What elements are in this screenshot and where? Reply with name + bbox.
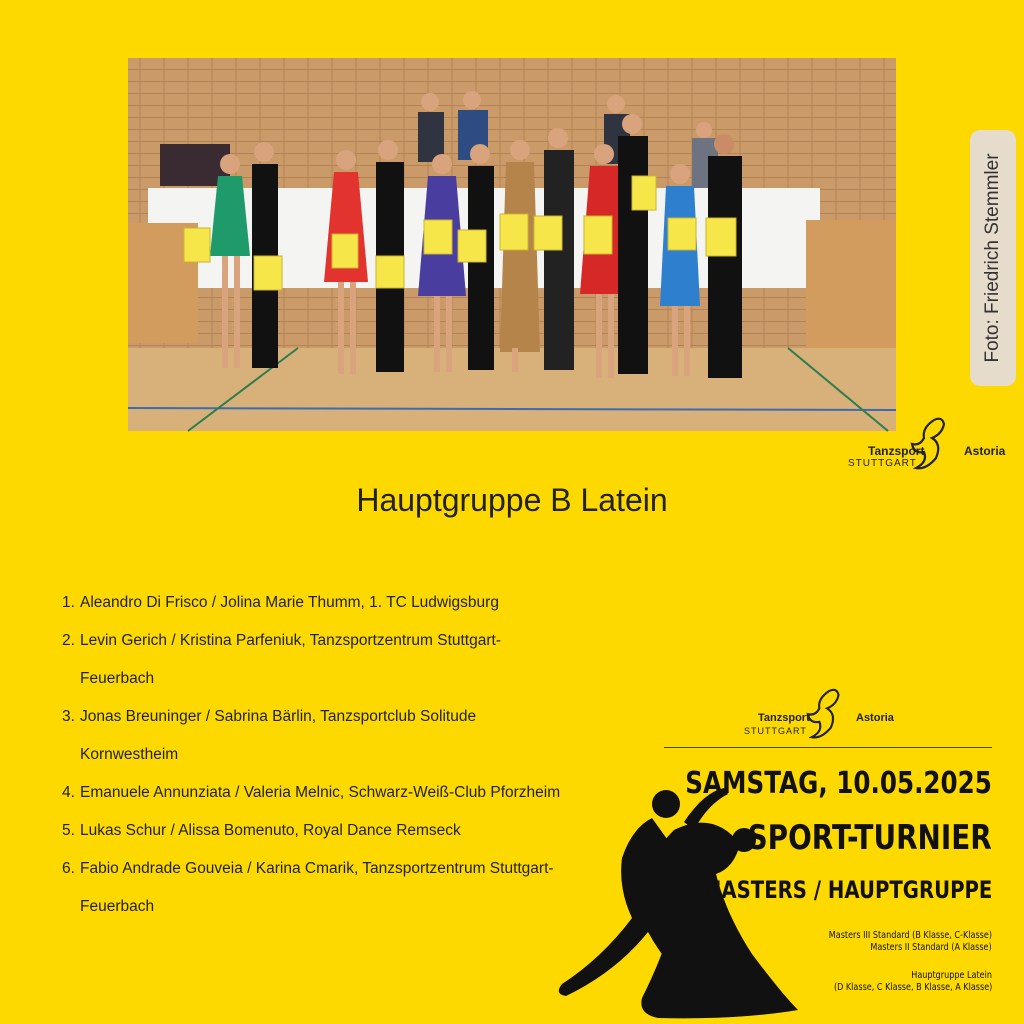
result-text: Levin Gerich / Kristina Parfeniuk, Tanzsportzentrum Stuttgart-Feuerbach [80,632,501,687]
photo-logo-right: Astoria [964,444,1006,458]
event-date: SAMSTAG, 10.05.2025 [685,766,992,801]
event-title: SPORT-TURNIER [747,818,992,858]
event-poster [540,680,1024,1024]
club-logo-right: Astoria [856,712,894,724]
photo-credit-text: Foto: Friedrich Stemmler [982,153,1003,363]
results-list [58,584,568,926]
result-text: Fabio Andrade Gouveia / Karina Cmarik, Tanzsportzentrum Stuttgart-Feuerbach [80,860,554,915]
event-detail-2: Masters II Standard (A Klasse) [870,942,992,953]
rank-number: 2. [62,632,75,649]
rank-number: 4. [62,784,75,801]
result-text: Lukas Schur / Alissa Bomenuto, Royal Dance Remseck [80,822,461,839]
event-detail-3: Hauptgruppe Latein [911,970,992,981]
list-item [58,812,568,850]
club-logo [738,686,908,748]
award-photo [128,58,1006,469]
list-item [58,850,568,926]
photo-credit [970,130,1016,386]
rank-number: 5. [62,822,75,839]
event-detail-4: (D Klasse, C Klasse, B Klasse, A Klasse) [833,982,992,993]
list-item [58,584,568,622]
photo-scene [128,58,896,431]
list-item [58,622,568,698]
dancing-couple-logo-icon [804,686,852,748]
result-text: Emanuele Annunziata / Valeria Melnic, Schwarz-Weiß-Club Pforzheim [80,784,561,801]
rank-number: 6. [62,860,75,877]
rank-number: 1. [62,594,75,611]
photo-club-logo [846,414,1018,484]
page-title: Hauptgruppe B Latein [356,482,668,518]
club-logo-left: Tanzsport [758,712,810,724]
poster-divider [664,747,992,748]
club-logo-sub: STUTTGART [744,726,807,736]
result-text: Aleandro Di Frisco / Jolina Marie Thumm, 1. TC Ludwigsburg [80,594,499,611]
result-text: Jonas Breuninger / Sabrina Bärlin, Tanzsportclub Solitude Kornwestheim [80,708,477,763]
event-subtitle: MASTERS / HAUPTGRUPPE [701,876,992,904]
event-detail-1: Masters III Standard (B Klasse, C-Klasse) [828,930,992,941]
photo-logo-sub: STUTTGART [848,458,917,469]
list-item [58,774,568,812]
list-item [58,698,568,774]
photo-logo-left: Tanzsport [868,444,925,458]
rank-number: 3. [62,708,75,725]
